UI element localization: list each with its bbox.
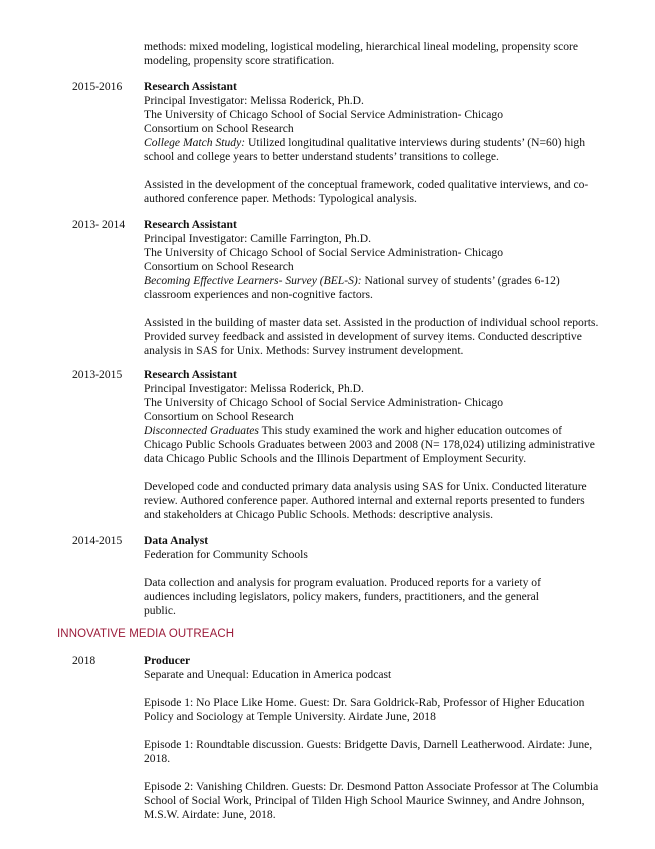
entry-date: 2015-2016 xyxy=(72,80,123,93)
study-name: Becoming Effective Learners- Survey (BEL-S): xyxy=(144,274,362,287)
principal-investigator: Principal Investigator: Melissa Roderick, Ph.D. xyxy=(144,382,364,395)
study-description: Disconnected Graduates This study examined the work and higher education outcomes of xyxy=(144,424,563,437)
duty-line: public. xyxy=(144,604,176,617)
entry-body xyxy=(144,80,614,206)
duties xyxy=(144,178,614,206)
study-name: Disconnected Graduates xyxy=(144,424,259,437)
organization-cont: Consortium on School Research xyxy=(144,260,294,273)
entry-body xyxy=(144,218,614,358)
study-description-cont: classroom experiences and non-cognitive factors. xyxy=(144,288,373,301)
study-description-cont: data Chicago Public Schools and the Illinois Department of Employment Security. xyxy=(144,452,527,465)
episode-line: Episode 2: Vanishing Children. Guests: Dr. Desmond Patton Associate Professor at The Columbia xyxy=(144,780,599,793)
duty-line: and stakeholders at Chicago Public Schools. Methods: descriptive analysis. xyxy=(144,508,494,521)
organization: The University of Chicago School of Social Service Administration- Chicago xyxy=(144,108,504,121)
organization: The University of Chicago School of Social Service Administration- Chicago xyxy=(144,396,504,409)
entry-date: 2013-2015 xyxy=(72,368,123,381)
section-heading-media-outreach: INNOVATIVE MEDIA OUTREACH xyxy=(57,628,235,640)
duty-line: audiences including legislators, policy makers, funders, practitioners, and the general xyxy=(144,590,540,603)
study-description-cont: school and college years to better understand students’ transitions to college. xyxy=(144,150,499,163)
entry-title: Research Assistant xyxy=(144,218,237,231)
duties xyxy=(144,576,614,618)
study-description: College Match Study: Utilized longitudinal qualitative interviews during students’ (N=60) high xyxy=(144,136,586,149)
entry-title: Research Assistant xyxy=(144,80,237,93)
duty-line: authored conference paper. Methods: Typological analysis. xyxy=(144,192,417,205)
principal-investigator: Principal Investigator: Melissa Roderick, Ph.D. xyxy=(144,94,364,107)
episode xyxy=(144,780,614,822)
episode-line: Episode 1: No Place Like Home. Guest: Dr. Sara Goldrick-Rab, Professor of Higher Education xyxy=(144,696,585,709)
principal-investigator: Principal Investigator: Camille Farrington, Ph.D. xyxy=(144,232,372,245)
episode xyxy=(144,696,614,724)
duty-line: Data collection and analysis for program evaluation. Produced reports for a variety of xyxy=(144,576,541,589)
entry-body xyxy=(144,654,614,822)
methods-continuation xyxy=(144,40,614,68)
entry-title: Producer xyxy=(144,654,191,667)
duty-line: review. Authored conference paper. Authored internal and external reports presented to funders xyxy=(144,494,585,507)
episode-line: 2018. xyxy=(144,752,171,765)
duty-line: Assisted in the development of the conceptual framework, coded qualitative interviews, and co- xyxy=(144,178,589,191)
study-description: Becoming Effective Learners- Survey (BEL-S): National survey of students’ (grades 6-12) xyxy=(144,274,560,287)
text-line: methods: mixed modeling, logistical modeling, hierarchical lineal modeling, propensity score xyxy=(144,40,579,53)
organization: Federation for Community Schools xyxy=(144,548,308,561)
duty-line: analysis in SAS for Unix. Methods: Survey instrument development. xyxy=(144,344,464,357)
entry-body xyxy=(144,534,614,618)
entry-title: Research Assistant xyxy=(144,368,237,381)
organization: The University of Chicago School of Social Service Administration- Chicago xyxy=(144,246,504,259)
study-name: College Match Study: xyxy=(144,136,246,149)
entry-body xyxy=(144,368,614,522)
organization-cont: Consortium on School Research xyxy=(144,122,294,135)
entry-title: Data Analyst xyxy=(144,534,209,547)
episode-line: Policy and Sociology at Temple University. Airdate June, 2018 xyxy=(144,710,436,723)
study-description-cont: Chicago Public Schools Graduates between 2003 and 2008 (N= 178,024) utilizing administrative xyxy=(144,438,595,451)
entry-date: 2014-2015 xyxy=(72,534,123,547)
text-line: modeling, propensity score stratification. xyxy=(144,54,335,67)
episode-line: M.S.W. Airdate: June, 2018. xyxy=(144,808,276,821)
episode-line: School of Social Work, Principal of Tilden High School Maurice Swinney, and Andre Johnson, xyxy=(144,794,585,807)
organization-cont: Consortium on School Research xyxy=(144,410,294,423)
duties xyxy=(144,316,614,358)
entry-date: 2018 xyxy=(72,654,96,667)
duties xyxy=(144,480,614,522)
duty-line: Assisted in the building of master data set. Assisted in the production of individual school reports. xyxy=(144,316,599,329)
duty-line: Developed code and conducted primary data analysis using SAS for Unix. Conducted literature xyxy=(144,480,587,493)
episode-line: Episode 1: Roundtable discussion. Guests: Bridgette Davis, Darnell Leatherwood. Airdate: June, xyxy=(144,738,593,751)
entry-date: 2013- 2014 xyxy=(72,218,126,231)
podcast-name: Separate and Unequal: Education in America podcast xyxy=(144,668,392,681)
episode xyxy=(144,738,614,766)
duty-line: Provided survey feedback and assisted in development of survey items. Conducted descriptive xyxy=(144,330,582,343)
